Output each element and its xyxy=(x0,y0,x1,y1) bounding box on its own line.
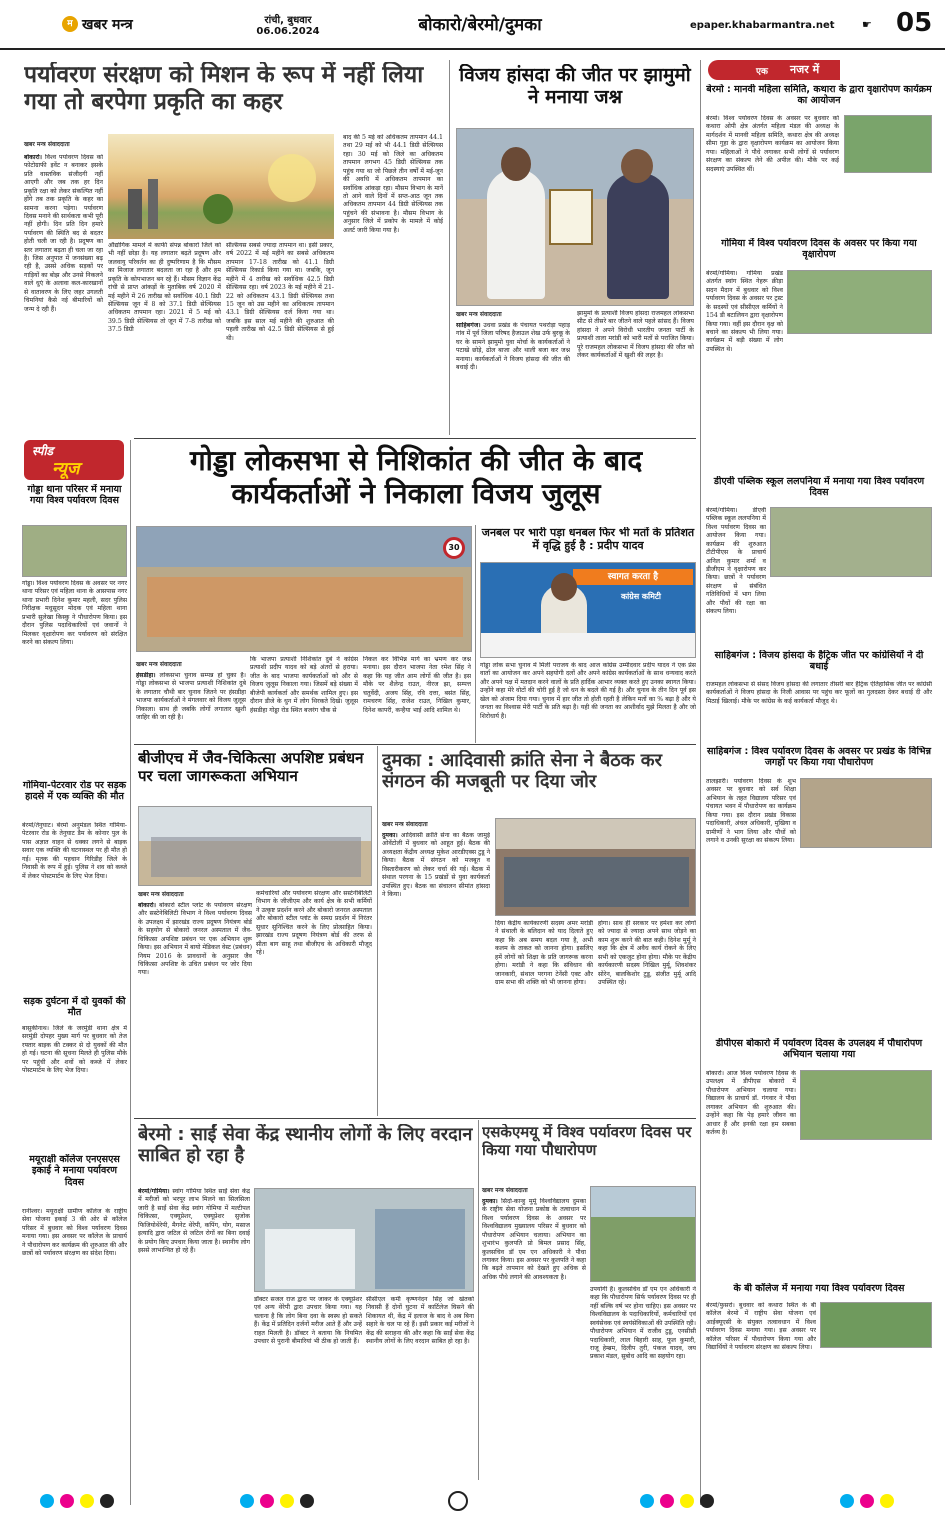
a8-col1 xyxy=(482,1198,586,1478)
brand-logo-icon: म xyxy=(62,16,78,32)
ek-nazar-big: नजर में xyxy=(790,63,820,76)
masthead xyxy=(0,0,945,50)
a12-body: रानीश्वर। मयूराक्षी ग्रामीण कॉलेज के राष्ट्रीय सेवा योजना इकाई 3 की ओर से कॉलेज परिसर में बुधवार को विश्व पर्यावरण दिवस मनाया गया। इस अवसर पर कॉलेज के प्राचार्य ने पौधारोपण कर कार्यक्रम की शुरुआत की और छात्रों को पर्यावरण संरक्षण का संदेश दिया। xyxy=(22,1208,127,1258)
a4-banner2: कांग्रेस कमिटी xyxy=(620,592,662,601)
a8-photo xyxy=(590,1186,696,1282)
a2-col2: झामुमो के प्रत्याशी विजय हांसदा राजमहल लोकसभा सीट से तीसरे बार जीतने वाले पहले सांसद हैं। विजय हांसदा ने अपने विरोधी भारतीय जनता पार्टी के प्रत्याशी ताला मरांडी को भारी मतों से पराजित किया। पूरे राजमहल लोकसभा में विजय हांसदा की जीत को लेकर कार्यकर्ताओं में खुशी की लहर है। xyxy=(577,310,694,360)
a9-headline: गोड्डा थाना परिसर में मनाया गया विश्व पर्यावरण दिवस xyxy=(27,484,122,507)
a8-dateline: दुमका। xyxy=(482,1198,498,1205)
a6-dateline: दुमका। xyxy=(382,832,398,839)
a12-headline: मयूराक्षी कॉलेज एनएसएस इकाई ने मनाया पर्यावरण दिवस xyxy=(29,1154,120,1188)
a8-col2: उपयोगी है। कुलसचिव डॉ एम एन अधिकारी ने कहा कि पौधारोपण सिर्फ पर्यावरण दिवस पर ही नहीं बल्कि वर्ष भर होना चाहिए। इस अवसर पर विश्वविद्यालय के पदाधिकारियों, कर्मचारियों एवं स्वयंसेवक एवं स्वयंसेविकाओं की उपस्थिति रही। पौधारोपण अभियान में राजीव टुडू, एनसीसी पदाधिकारी, लाल बिहारी साह, फूल कुमारी, राजू हेम्ब्रम, दिलीप तुरी, पंकज यादव, जय प्रकाश मंडल, सुबोध आदि का सहयोग रहा। xyxy=(590,1286,696,1361)
r6-photo xyxy=(800,1070,932,1140)
r7-photo xyxy=(820,1302,932,1348)
a3-col1-text: लोकसभा चुनाव सम्पन्न हो चुका है। गोड्डा लोकसभा से भाजपा प्रत्याशी निशिकांत दुबे के लगातार चौथी बार चुनाव जितने पर हंसडीहा भाजपा कार्यकर्ताओं ने मंगलवार को विजय जुलूस निकाला। साथ ही जबकि लोगों लगातार खुशी जाहिर की जा रही है। xyxy=(136,672,246,722)
a5-photo xyxy=(138,806,372,886)
page-number: 05 xyxy=(896,8,933,38)
a7-col3: सीसीएल कर्मी कृष्णनंदन सिंह जो खेतको निवासी हैं दोनों घुटना में कार्टिलेज घिसने की शिकायत थी, केंद्र में इलाज के बाद वे अब बिना सहारे के चल पा रहे हैं। इसी प्रकार कई मरीजों ने केंद्र की सराहना की और कहा कि साईं सेवा केंद्र स्थानीय लोगों के लिए वरदान साबित हो रहा है। xyxy=(366,1296,474,1346)
a3-byline: खबर मन्त्र संवाददाता xyxy=(136,661,182,668)
r5-title: साहिबगंज : विश्व पर्यावरण दिवस के अवसर पर प्रखंड के विभिन्न जगहों पर किया गया पौधारोपण xyxy=(706,746,932,769)
a7-headline: बेरमो : साईं सेवा केंद्र स्थानीय लोगों के लिए वरदान साबित हो रहा है xyxy=(138,1124,473,1167)
a1-col1-text: विश्व पर्यावरण दिवस को फोटोग्राफी इवेंट न बनाकर इसके प्रति वास्तविक संजीदगी नहीं आएगी और जब तक हर दिन प्रकृति रक्षा को लेकर संकल्पित नहीं होंगे तब तक प्रकृति के कहर का सामना करना पड़ेगा। पर्यावरण दिवस मनाने की सार्थकता कभी पूरी नहीं होगी। दिन प्रति दिन हमारे पर्यावरण की स्थिति बद से बदतर होती चली जा रही है। प्रदूषण का स्तर लगातार बढ़ता ही चला जा रहा है। जिस अनुपात में जनसंख्या बढ़ रही है, उससे अधिक सड़कों पर गाड़ियों का बोझ और उनसे निकलने वाले धुएं के अलावा कल-कारखानों से वातावरण के लिए जहर उगलती चिमनियां कैसे नई बीमारियों को जन्म दे रही हैं। xyxy=(24,154,103,313)
a1-headline: पर्यावरण संरक्षण को मिशन के रूप में नहीं लिया गया तो बरपेगा प्रकृति का कहर xyxy=(24,62,424,116)
a8-col1-text: सिदो-कान्हु मुर्मू विश्वविद्यालय दुमका के राष्ट्रीय सेवा योजना प्रकोष्ठ के तत्वाधान में विश्व पर्यावरण दिवस के अवसर पर विश्वविद्यालय मुख्यालय परिसर में बुधवार को पौधारोपण अभियान चलाया। अभियान का शुभारंभ कुलपति प्रो बिमल प्रसाद सिंह, कुलसचिव डॉ एम एन अधिकारी ने पौधा लगाकर किया। इस अवसर पर कुलपति ने कहा कि बढ़ते तापमान को देखते हुए अधिक से अधिक पौधे लगाने की आवश्यकता है। xyxy=(482,1198,586,1281)
a9-body: गोड्डा। विश्व पर्यावरण दिवस के अवसर पर नगर थाना परिसर एवं महिला थाना के आसपास नगर थाना प्रभारी दिनेश कुमार महली, सदर पुलिस निरीक्षक मधुसूदन मोदक एवं महिला थाना प्रभारी सुलेखा किस्कु ने पौधारोपण किया। इस दौरान पुलिस पदाधिकारियों एवं जवानों ने मिलकर वृक्षारोपण कर पर्यावरण को संरक्षित करने का संकल्प लिया। xyxy=(22,580,127,646)
r4-body: राजमहल लोकसभा से संसद विजय हांसदा की लगातार तीसरी बार हैट्रिक ऐतिहासिक जीत पर कांग्रेसी कार्यकर्ताओं ने विजय हांसदा के निजी आवास पर पहुंच कर फूलों का गुलदस्ता देकर बधाई दी और मिठाई खिलाई। मौके पर कांग्रेस के कई कार्यकर्ता मौजूद थे। xyxy=(706,681,932,705)
r6-title: डीपीएस बोकारो में पर्यावरण दिवस के उपलक्ष्य में पौधारोपण अभियान चलाया गया xyxy=(715,1038,923,1061)
masthead-date: 06.06.2024 xyxy=(256,26,320,37)
a1-dateline: बोकारो। xyxy=(24,154,42,161)
a7-col1-text: स्वांग गोमिया स्थित साईं सेवा केंद्र में मरीजों को भरपूर लाभ मिलने का सिलसिला जारी है साईं सेवा केंद्र स्वांग गोमिया में मल्टीपल चिकित्सा, एक्यूप्रेशर, एक्यूप्रेशर सुजोक फिजियोथेरेपी, मैगनेट थेरेपी, कपिंग, योग, मसाज इत्यादि द्वारा जटिल से जटिल रोगों का बिना दवाई के प्रयोग किए उपचार किया जाता है। स्थानीय लोग इससे लाभान्वित हो रहे हैं। xyxy=(138,1188,250,1254)
a6-headline: दुमका : आदिवासी क्रांति सेना ने बैठक कर संगठन की मजबूती पर दिया जोर xyxy=(382,750,662,793)
r7-body: बेरमो/फुसरो। बुधवार को कथारा स्थित के बी कॉलेज बेरमो में राष्ट्रीय सेवा योजना एवं आईक्यूएसी के संयुक्त तत्वावधान में विश्व पर्यावरण दिवस मनाया गया। इस अवसर पर कॉलेज परिसर में पौधारोपण किया गया और विद्यार्थियों ने पर्यावरण संरक्षण का संकल्प लिया। xyxy=(706,1302,816,1352)
a1-byline: खबर मन्त्र संवाददाता xyxy=(24,141,70,148)
epaper-link[interactable]: epaper.khabarmantra.net xyxy=(690,20,835,31)
a6-byline: खबर मन्त्र संवाददाता xyxy=(382,821,428,828)
a3-col3: निकल कर विभिन्न मार्ग का भ्रमण कर जश्न मनाया। इस दौरान भाजपा नेता रमेश सिंह ने कहा कि यह जीत आम लोगों की जीत है। इस मौके पर शैलेन्द्र राउत, नीरज झा, सम्पत्त चतुर्वेदी, अजय सिंह, रवि दत्ता, बसंत सिंह, रामचरण सिंह, राजेश राउत, निखिल कुमार, दिनेश कापरी, कन्हैया भाई आदि शामिल थे। xyxy=(363,656,471,714)
a4-body: गोड्डा लोक सभा चुनाव में मिली पराजय के बाद आज कांग्रेस उम्मीदवार प्रदीप यादव ने एक प्रेस वार्ता का आयोजन कर अपने सहयोगी दलों और अपने कांग्रेस कार्यकर्ताओं के साथ धन्यवाद करते और अपने पक्ष में मतदान करने वालों के प्रति हार्दिक आभार व्यक्त करते हुए उनका स्वागत किया। उन्होंने कहा मेरे वोटों की चोरी हुई है जो धन के बदले की गई है। और चुनाव के तीन दिन पूर्व इस खेल को अंजाम दिया गया। चुनाव में हार जीत तो होती रहती है लेकिन मतों का % बढ़ा है और ये जनता का विश्वास मेरी पार्टी के प्रति बढ़ा है। यही की जनता का आशीर्वाद मुझे मिलता है और जो शिरोधार्य है। xyxy=(480,662,696,720)
r3-title: डीएवी पब्लिक स्कूल ललपनिया में मनाया गया विश्व पर्यावरण दिवस xyxy=(713,476,925,499)
a4-photo-press xyxy=(480,562,696,658)
r4-title: साहिबगंज : विजय हांसदा के हैट्रिक जीत पर कांग्रेसियों ने दी बधाई xyxy=(714,650,924,673)
a8-headline: एसकेएमयू में विश्व पर्यावरण दिवस पर किया गया पौधारोपण xyxy=(482,1124,692,1159)
r1-body: बेरमो। विश्व पर्यावरण दिवस के अवसर पर बुधवार को कथारा ओपी क्षेत्र अंतर्गत महिला मंडल की अध्यक्ष के मार्गदर्शन में मानवी महिला समिति, कथारा क्षेत्र की अध्यक्ष सीमा गुहा के द्वारा वृक्षारोपण कार्यक्रम का आयोजन किया गया। महिलाओं ने पौधे लगाकर सभी लोगों से पर्यावरण संरक्षण का संकल्प लेने की अपील की। मौके पर कई सदस्याएं उपस्थित थीं। xyxy=(706,115,839,173)
a2-col1-text: उधवा प्रखंड के पंचायत पथरोड़ा पहाड़ गांव में पूर्व जिला परिषद हैजाउल शेख उर्फ बुरकू के घर के सामने झामुमो युवा मोर्चा के कार्यकर्ताओं ने पटाखे छोड़े, ढोल बाजा और थाली बजा कर जश्न मनाया। कार्यकर्ताओं ने विजय हांसदा की जीत की बधाई दी। xyxy=(456,322,570,372)
r1-photo xyxy=(844,115,932,173)
a2-byline: खबर मन्त्र संवाददाता xyxy=(456,311,502,318)
speed-news-badge xyxy=(24,440,124,480)
a6-col1 xyxy=(382,832,490,1114)
masthead-city-day: रांची, बुधवार xyxy=(264,15,312,26)
pointer-icon: ☛ xyxy=(862,18,872,31)
a5-col1 xyxy=(138,902,252,1114)
a2-col1 xyxy=(456,322,570,434)
r5-body: तालझारी। पर्यावरण दिवस के शुभ अवसर पर बुधवार को सर्व शिक्षा अभियान के तहत विद्यालय परिसर एवं पंचायत भवन में पौधारोपण का कार्यक्रम किया गया। इस दौरान प्रखंड विकास पदाधिकारी, अंचल अधिकारी, मुखिया व ग्रामीणों ने भाग लिया और पौधों को लगाने व उनकी सुरक्षा का संकल्प लिया। xyxy=(706,778,796,844)
a5-dateline: बोकारो। xyxy=(138,902,156,909)
r5-photo xyxy=(800,778,932,848)
a11-body: बासुकीनाथ। जिले के जरमुंडी थाना क्षेत्र में सरमुंडी दोपहर मुख्य मार्ग पर बुधवार को तेज रफ्तार बाइक की टक्कर से दो युवकों की मौत हो गई। घटना की सूचना मिलते ही पुलिस मौके पर पहुंची और शवों को कब्जे में लेकर पोस्टमार्टम के लिए भेज दिया। xyxy=(22,1025,127,1075)
r3-body: बेरमो/गोमिया। डीएवी पब्लिक स्कूल ललपनिया में विश्व पर्यावरण दिवस का आयोजन किया गया। कार्यक्रम की शुरुआत टीटीपीएस के प्राचार्य अनिल कुमार शर्मा व डीजीएम ने वृक्षारोपण कर किया। छात्रों ने पर्यावरण संरक्षण से संबंधित गतिविधियों में भाग लिया और पौधों की रक्षा का संकल्प लिया। xyxy=(706,507,766,616)
a2-dateline: साहिबगंज। xyxy=(456,322,481,329)
a6-col3: होगा। साथ ही सरकार पर हमेशा कर लोगों को ज्यादा से ज्यादा अपने साथ जोड़ने का काम शुरू करने की बात कही। दिनेश मुर्मू ने कहा कि क्षेत्र में अवैध कार्य रोकने के लिए सभी को एकजुट होना होगा। मौके पर केंद्रीय कार्यकारणी सदस्य निखिल मुर्मू, शिवशंकर सोरेन, बालकिशोर टुडू, संजीत मुर्मू आदि उपस्थित रहे। xyxy=(598,920,696,986)
a7-dateline: बेरमो/गोमिया। xyxy=(138,1188,170,1195)
a5-byline: खबर मन्त्र संवाददाता xyxy=(138,891,184,898)
a7-col2: डॉक्टर सजल राज द्वारा पर जाकर के एक्यूप्रेशर एवं अन्य थेरेपी द्वारा उपचार किया गया। यह चलाना है कि लोग बिना दवा के स्वस्थ हो सकते हैं। केंद्र में प्रतिदिन दर्जनों मरीज आते हैं और उन्हें राहत मिलती है। डॉक्टर ने बताया कि नियमित उपचार से पुरानी बीमारियां भी ठीक हो जाती हैं। xyxy=(254,1296,362,1346)
a3-dateline: हंसडीहा। xyxy=(136,672,156,679)
ek-nazar-small: एक xyxy=(756,67,768,77)
a4-headline: जनबल पर भारी पड़ा धनबल फिर भी मतों के प्रतिशत में वृद्धि हुई है : प्रदीप यादव xyxy=(481,527,695,552)
r2-photo xyxy=(787,270,932,334)
a7-photo xyxy=(254,1188,474,1292)
a6-col2: दिया केंद्रीय कार्यकारणी सदस्य अमर मरांडी ने संथाली के बलिदान को याद दिलाते हुए कहा कि अब समय बदल गया है, अभी कलम के ताकत को जानना होगा। इसलिए हमें लोगों को शिक्षा के प्रति जागरूक करना होगा। मरांडी ने कहा कि संविधान की जानकारी, संथाल परगना टेनेंसी एक्ट और ग्राम सभा की शक्ति को भी जानना होगा। xyxy=(495,920,593,986)
a8-byline: खबर मन्त्र संवाददाता xyxy=(482,1187,528,1194)
a3-headline: गोड्डा लोकसभा से निशिकांत की जीत के बाद कार्यकर्ताओं ने निकाला विजय जुलूस xyxy=(189,444,643,511)
a1-col1 xyxy=(24,154,103,432)
a9-photo xyxy=(22,525,127,577)
ek-nazar-tag xyxy=(708,60,840,80)
r6-body: बोकारो। आज विश्व पर्यावरण दिवस के उपलक्ष्य में डीपीएस बोकारो में पौधारोपण अभियान चलाया गया। विद्यालय के प्राचार्य डॉ. गंगवार ने पौधा लगाकर अभियान की शुरुआत की। उन्होंने कहा कि पेड़ हमारे जीवन का आधार हैं और इनकी रक्षा हम सबका कर्तव्य है। xyxy=(706,1070,796,1136)
r3-photo xyxy=(770,507,932,577)
speed-news-top: स्पीड xyxy=(32,444,54,458)
brand-name: खबर मन्त्र xyxy=(82,17,133,33)
a4-banner: स्वागत करता है xyxy=(573,569,693,585)
a1-photo-climate xyxy=(108,134,334,239)
r7-title: के बी कॉलेज में मनाया गया विश्व पर्यावरण दिवस xyxy=(733,1283,905,1294)
a1-col2: औद्योगिक मामले में काफी संपन्न बोकारो जिले को भी नहीं छोड़ा है। यह लगातार बढ़ते प्रदूषण और जलवायु परिवर्तन का ही दुष्परिणाम है कि मौसम का मिजाज लगातार बदलता जा रहा है और हम प्रकृति के कोपभाजन बन रहे हैं। मौसम विज्ञान केंद्र रांची से प्राप्त आंकड़ों के मुताबिक वर्ष 2020 में मई महीने में 26 तारीख को सर्वाधिक 40.1 डिग्री सेल्सियस जून में 8 को 37.1 डिग्री सेल्सियस अधिकतम तापमान रहा। 2021 में 5 मई को 39.5 डिग्री सेल्सियस तो जून में 7-8 तारीख को 37.5 डिग्री xyxy=(108,242,221,334)
a6-photo xyxy=(495,818,696,916)
a1-col3: सेल्सियस सबसे ज्यादा तापमान था। इसी प्रकार, वर्ष 2022 में मई महीने का सबसे अधिकतम तापमान 17-18 तारीख को 41.1 डिग्री सेल्सियस रिकार्ड किया गया था। जबकि, जून महीने में 4 तारीख को सर्वाधिक 42.5 डिग्री सेल्सियस रहा। वर्ष 2023 के मई महीने में 21-22 को अधिकतम 43.1 डिग्री सेल्सियस तथा 15 जून को उस महीने का अधिकतम तापमान 43.1 डिग्री सेल्सियस दर्ज किया गया था। जबकि इस साल मई महीने की शुरुआत की पहली तारीख को 42.5 डिग्री सेल्सियस से हुई थी। xyxy=(226,242,334,342)
a3-col2: कि भाजपा प्रत्याशी निशिकांत दुबे ने कांग्रेस प्रत्याशी प्रदीप यादव को बड़े अंतरों से हराया। जीत के बाद भाजपा कार्यकर्ताओं को और से विजय जुलूस निकाला गया। जिसमें बड़े संख्या में बीजेपी कार्यकर्ता और समर्थक शामिल हुए। इस दौरान डीजे के धुन में लोग थिरकते दिखे। जुलूस हंसडीहा गोड्डा रोड स्थित बजरंग चौक से xyxy=(250,656,358,714)
a2-headline: विजय हांसदा की जीत पर झामुमो ने मनाया जश्न xyxy=(459,64,691,109)
a10-headline: गोमिया-पेटरवार रोड पर सड़क हादसे में एक व्यक्ति की मौत xyxy=(23,780,126,803)
a11-headline: सड़क दुर्घटना में दो युवकों की मौत xyxy=(23,996,126,1019)
footer-color-bar xyxy=(0,1486,945,1517)
speed-news-bottom: न्यूज xyxy=(52,459,80,479)
a1-col4: बाद की 5 मई को अधिकतम तापमान 44.1 तथा 29 मई को भी 44.1 डिग्री सेल्सियस रहा। 30 मई को जिले का अधिकतम तापमान लगभग 45 डिग्री सेल्सियस तक पहुंच गया था जो पिछले तीन वर्षों में मई-जून की अवधि में अधिकतम तापमान का सर्वाधिक आंकड़ा रहा। मौसम विभाग के मानें तो आने वाले दिनों में सप्त-आठ जून तक अधिकतम तापमान 44 डिग्री सेल्सियस तक पहुंचने की संभावना है। मौसम विभाग के अनुसार जिले में प्रकोप के मामले में कोई अलर्ट जारी किया गया है। xyxy=(343,134,443,234)
a3-photo-procession xyxy=(136,526,472,652)
a3-col1 xyxy=(136,672,246,740)
a6-col1-text: आदिवासी क्रांति सेना का बैठक जामुई ओवेंटोली में बुधवार को आहूत हुई। बैठक की अध्यक्षता केंद्रीय अध्यक्ष मुकेश आरडीएक्स टुडू ने किया। बैठक में संगठन को मजबूत व विस्तारीकरण को लेकर चर्चा की गई। बैठक में संथाल परगना के 15 प्रखंडों से युवा कार्यकर्ता उपस्थित हुए। बैठक का संचालन सीमांत हांसदा ने किया। xyxy=(382,832,490,898)
registration-mark-icon xyxy=(448,1491,468,1511)
a5-col2: कर्मचारियों और पर्यावरण संरक्षण और सस्टेनेबिलिटी विभाग के जीजीएम और कार्य क्षेत्र के सभी कर्मियों ने उत्कृष्ट प्रदर्शन करने और बोकारो जनरल अस्पताल और बोकारो स्टील प्लांट के समग्र प्रदर्शन में निरंतर सुधार सुनिश्चित करने के लिए प्रोत्साहित किया। झारखंड राज्य प्रदूषण नियंत्रण बोर्ड की तरफ से सीता बाग साहू तथा बीजीएच के अधिकारी मौजूद रहे। xyxy=(256,890,372,956)
a5-headline: बीजीएच में जैव-चिकित्सा अपशिष्ट प्रबंधन पर चला जागरूकता अभियान xyxy=(138,750,364,785)
a7-col1 xyxy=(138,1188,250,1478)
r1-title: बेरमो : मानवी महिला समिति, कथारा के द्वारा वृक्षारोपण कार्यक्रम का आयोजन xyxy=(706,84,932,107)
section-name: बोकारो/बेरमो/दुमका xyxy=(418,15,542,35)
r2-title: गोमिया में विश्व पर्यावरण दिवस के अवसर पर किया गया वृक्षारोपण xyxy=(721,238,917,261)
r2-body: बेरमो/गोमिया। गोमिया प्रखंड अंतर्गत स्वांग स्थित नेहरू क्रीड़ा सदन मैदान में बुधवार को विश्व पर्यावरण दिवस के अवसर पर ट्रस्ट के सदस्यों एवं सीसीएल कर्मियों ने 154 डी बटालियन द्वारा वृक्षारोपण किया गया। वहीं इस दौरान वृक्ष को बचाने का संकल्प भी लिया गया। कार्यक्रम में बड़ी संख्या में लोग उपस्थित थे। xyxy=(706,270,783,353)
speed-sign-icon: 30 xyxy=(443,537,465,559)
a2-photo-winner xyxy=(456,128,694,306)
a5-col1-text: बोकारो स्टील प्लांट के पर्यावरण संरक्षण और सस्टेनेबिलिटी विभाग ने विश्व पर्यावरण दिवस के उपलक्ष्य में झारखंड राज्य प्रदूषण नियंत्रण बोर्ड के सहयोग से बोकारो जनरल अस्पताल में जैव-चिकित्सा अपशिष्ट प्रबंधन पर एक अभियान शुरू किया। इस अभियान में बायो मेडिकल वेस्ट (प्रबंधन) नियम 2016 के प्रावधानों के अनुसार जैव चिकित्सा अपशिष्ट के उचित प्रबंधन पर जोर दिया गया। xyxy=(138,902,252,977)
a10-body: बेरमो/तेनुघाट। बेरमो अनुमंडल स्थित गोमिया-पेटरवार रोड के तेनुघाट डैम के कोनार पुल के पास अज्ञात वाहन से धक्का लगने से बाइक सवार एक व्यक्ति की घटनास्थल पर ही मौत हो गई। मृतक की पहचान गिरिडीह जिले के निवासी के रूप में हुई। पुलिस ने शव को कब्जे में लेकर पोस्टमार्टम के लिए भेज दिया। xyxy=(22,822,127,880)
